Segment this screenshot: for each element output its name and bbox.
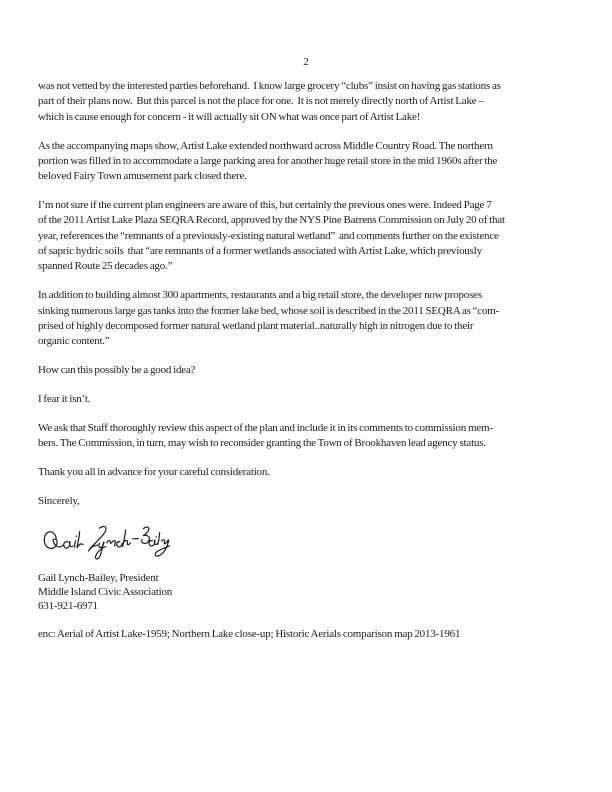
text-line: prised of highly decomposed former natural wetland plant material..naturally high in nitrogen due to their (38, 319, 474, 332)
page-number: 2 (303, 56, 309, 68)
text-line: portion was filled in to accommodate a large parking area for another huge retail store in the mid 1960s after the (38, 154, 498, 167)
text-line: of the 2011 Artist Lake Plaza SEQRA Record, approved by the NYS Pine Barrens Commission on July 20 of that (38, 214, 505, 227)
closing (38, 494, 594, 509)
text-line: How can this possibly be a good idea? (38, 364, 196, 377)
paragraph (38, 465, 594, 480)
text-line: In addition to building almost 300 apartments, restaurants and a big retail store, the developer now proposes (38, 289, 482, 302)
paragraph (38, 392, 594, 407)
text-line: As the accompanying maps show, Artist Lake extended northward across Middle Country Road. The northern (38, 139, 493, 152)
text-line: sinking numerous large gas tanks into the former lake bed, whose soil is described in the 2011 SEQRA as “com- (38, 304, 500, 317)
text-line: which is cause enough for concern - it will actually sit ON what was once part of Artist Lake! (38, 110, 421, 123)
signer-name: Gail Lynch-Bailey, President (38, 572, 159, 585)
paragraph (38, 288, 594, 349)
text-line: Sincerely, (38, 495, 80, 508)
text-line: part of their plans now. But this parcel is not the place for one. It is not merely directly north of Artist Lake – (38, 95, 484, 108)
text-line: was not vetted by the interested parties beforehand. I know large grocery “clubs” insist on having gas stations as (38, 80, 501, 92)
text-line: enc: Aerial of Artist Lake-1959; Northern Lake close-up; Historic Aerials comparison map 2013-1961 (38, 628, 461, 641)
text-line: organic content.” (38, 335, 110, 348)
paragraph (38, 79, 594, 125)
text-line: I fear it isn’t. (38, 393, 91, 406)
text-line: beloved Fairy Town amusement park closed there. (38, 170, 247, 183)
paragraph (38, 363, 594, 378)
signer-organization: Middle Island Civic Association (38, 586, 173, 599)
paragraph (38, 139, 594, 185)
paragraph (38, 198, 594, 274)
enclosure-line (38, 627, 594, 642)
text-line: of sapric hydric soils that “are remnants of a former wetlands associated with Artist Lake, which previously (38, 245, 482, 258)
signature-block (38, 571, 594, 613)
signer-phone: 631-921-6971 (38, 600, 98, 613)
text-line: spanned Route 25 decades ago.” (38, 260, 173, 273)
text-line: I’m not sure if the current plan engineers are aware of this, but certainly the previous ones were. Indeed Page 7 (38, 199, 492, 212)
text-line: year, references the “remnants of a previously-existing natural wetland” and comments further on the existence (38, 229, 499, 242)
handwritten-signature (39, 522, 172, 571)
text-line: We ask that Staff thoroughly review this aspect of the plan and include it in its comments to commission mem- (38, 422, 493, 435)
paragraph (38, 421, 594, 452)
text-line: bers. The Commission, in turn, may wish to reconsider granting the Town of Brookhaven lead agency status. (38, 437, 486, 450)
text-line: Thank you all in advance for your careful consideration. (38, 466, 270, 479)
letter-body (38, 79, 594, 656)
